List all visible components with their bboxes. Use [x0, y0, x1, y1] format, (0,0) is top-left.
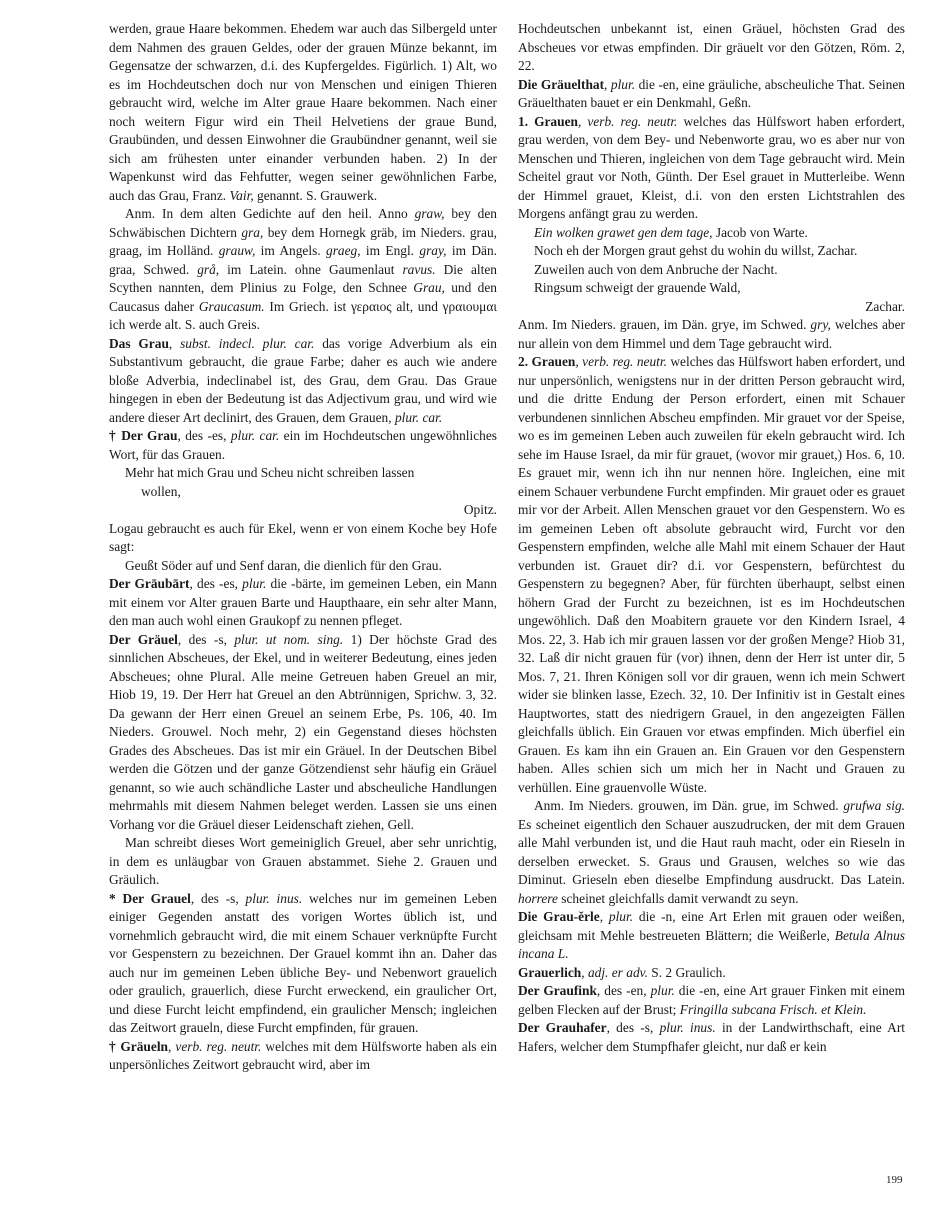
italic-text: plur.	[608, 909, 634, 924]
right-column	[518, 20, 905, 1056]
headword: 1. Grauen	[518, 113, 578, 129]
italic-text: verb. reg. neutr.	[175, 1038, 262, 1054]
text-run: welches das Hülfswort haben erfordert, und nur unpersönlich, wenigstens nur in der dritten Person gebraucht wird, und die dritte Endung der Person erfordert, einen mit Schauer verbundenen sinnlichen Abscheu empfinden. Mir grauet vor der Speise, wo es im gemeinen Leben auch zuweilen für ekeln gebraucht wird. Ich sehe im Hause Israel, da mir für grauet, (wovor mir grauet,) Hos. 6, 10. Es grauet mir, wenn ich ihn nur nennen höre. Ingleichen, eine mit einem Schauer verbundene Furcht empfinden. Mir grauet oder es grauet mir vor der Arbeit. Allen Menschen grauet vor den Gespenstern. Wo es im gemeinen Leben oft absolute gebraucht wird, Furcht vor den Gespenstern empfinden, welche alle Mahl mit einem Schauer der Haut verbunden ist. Grauet dir? d.i. vor Gespenstern, befürchtest du Gespenstern zu begegnen? Aber, für fürchten überhaupt, selbst einen höhern Grad der Furcht zu bezeichnen, ist es im Hochdeutschen ungewöhlich. Daß den Moabitern grauete vor den Kindern Israel, 4 Mos. 22, 3. Hab ich mir grauen lassen vor der großen Menge? Hiob 31, 32. Laß dir nicht grauen für (vor) ihnen, denn der Herr ist unter dir, 5 Mos. 7, 21. Ihren Königen soll vor dir grauen, wenn ich mein Schwert wider sie blinken lasse, Ezech. 32, 10. Der Infinitiv ist in Gestalt eines Hauptwortes, statt des niedrigern Grauel, in den angezeigten Fällen gleichfalls üblich. Ein Grauen vor etwas empfinden. Mich überfiel ein Grauen. Es kam ihn ein Grauen an. Ein Grauen vor den Gespenstern haben. Alles schien sich um mich her in Nacht und Grauen zu verhüllen. Eine grauenvolle Wüste.	[518, 354, 905, 795]
headword: Das Grau	[109, 335, 169, 351]
note-paragraph	[518, 797, 905, 908]
italic-text: grufwa sig.	[843, 798, 905, 813]
entry-paragraph	[109, 335, 497, 428]
text-run: ,	[575, 354, 583, 369]
headword: * Der Grauel	[109, 890, 191, 906]
italic-text: verb. reg. neutr.	[582, 354, 667, 369]
text-run: im Engl.	[360, 243, 420, 258]
text-run: Noch eh der Morgen graut gehst du wohin du willst, Zachar.	[534, 243, 858, 258]
text-run: S. 2 Graulich.	[647, 964, 726, 980]
italic-text: grauw,	[218, 243, 256, 258]
entry-paragraph	[518, 76, 905, 113]
text-run: ,	[599, 909, 609, 924]
text-run: 1) Der höchste Grad des sinnlichen Abscheues, der Ekel, und in weiterer Bedeutung, eines jeden Abscheues; ohne Plural. Alle meine Getreuen haben Greuel an mir, Hiob 19, 19. Der Herr hat Greuel an den Abtrünnigen, Sprichw. 3, 32. Da gewann der Herr einen Greuel an seinem Erbe, Ps. 106, 40. Im Nieders. Grouwel. Noch mehr, 2) ein Gegenstand dieses höchsten Grades des Abscheues. Das ist mir ein Gräuel. In der Deutschen Bibel werden die Götzen und der ganze Götzendienst sehr häufig ein Gräuel genannt, so wie auch schändliche Laster und abscheuliche Handlungen mehrmahls mit diesem Nahmen beleget werden. Lassen sie uns einen Vorhang vor die Gräuel dieser Leidenschaft ziehen, Gell.	[109, 631, 497, 832]
quote-line	[109, 557, 497, 576]
italic-text: plur. car.	[394, 409, 443, 425]
text-run: Im Griech. ist γεραιος alt, und γραιουμαι ich werde alt. S. auch Greis.	[109, 298, 497, 332]
text-run: ,	[577, 113, 588, 129]
italic-text: Graucasum.	[198, 298, 265, 314]
italic-text: verb. reg. neutr.	[587, 113, 678, 129]
text-run: scheinet gleichfalls damit verwandt zu seyn.	[557, 890, 799, 906]
text-run: Geußt Söder auf und Senf daran, die dienlich für den Grau.	[125, 557, 442, 573]
text-run: welches nur im gemeinen Leben einiger Gegenden anstatt des vorigen Wortes üblich ist, und vornehmlich gebraucht wird, die mit einem Schauer verknüpfte Furcht vor Gespenstern zu bezeichnen. Der Grauel kommt ihn an. Daher das auch nur im gemeinen Leben übliche Bey- und Nebenwort grauelich oder graulich, grauerlich, diese Furcht erweckend, ein graulicher Ort, und diese Furcht leicht empfindend, ein graulicher Mensch; ingleichen das Zeitwort graueln, diese Furcht empfinden, für grauen.	[109, 890, 497, 1035]
italic-text: subst. indecl. plur. car.	[180, 335, 315, 351]
entry-paragraph	[109, 631, 497, 835]
text-run: Mehr hat mich Grau und Scheu nicht schreiben lassen	[125, 465, 415, 480]
italic-text: graeg,	[326, 243, 361, 258]
italic-text: gry,	[810, 317, 831, 332]
text-run: , des -es,	[189, 576, 243, 591]
text-run: und den Caucasus daher	[109, 280, 497, 314]
entry-paragraph	[518, 20, 905, 76]
quote-line	[518, 242, 905, 261]
headword: Der Graufink	[518, 983, 597, 998]
italic-text: graw,	[414, 206, 445, 221]
text-run: Ringsum schweigt der grauende Wald,	[534, 280, 741, 295]
headword: † Der Grau	[109, 428, 178, 443]
headword: Der Gräuel	[109, 631, 178, 647]
italic-text: Betula Alnus incana L.	[518, 927, 905, 961]
text-run: , des -s,	[177, 631, 235, 647]
quote-line	[518, 261, 905, 280]
headword: 2. Grauen	[518, 354, 576, 369]
text-run: Anm. Im Nieders. grauen, im Dän. grye, im Schwed.	[518, 317, 811, 332]
entry-paragraph	[109, 427, 497, 464]
italic-text: plur. ut nom. sing.	[234, 631, 344, 647]
headword: Grauerlich	[518, 964, 582, 980]
text-run: , des -en,	[596, 983, 651, 998]
italic-text: plur. inus.	[659, 1020, 716, 1035]
text-run: ,	[581, 964, 588, 980]
text-run: Zachar.	[865, 298, 905, 314]
italic-text: horrere	[518, 890, 558, 906]
text-run: Zuweilen auch von dem Anbruche der Nacht.	[534, 261, 778, 277]
page-number: 199	[886, 1174, 903, 1186]
text-run: Die alten Scythen nannten, dem Plinius zu Folge, den Schnee	[109, 261, 497, 295]
text-run: Es scheinet eigentlich den Schauer auszudrucken, der mit dem Grauen alle Mahl verbunden ist, und die Haut rauh macht, oder ein Rieseln in derselben erwecket. S. Graus und Grausen, welches so wie das Diminut. Grieseln eben dieselbe Empfindung ausdruckt. Das Latein.	[518, 816, 905, 887]
italic-text: gray,	[419, 243, 447, 258]
entry-paragraph	[518, 353, 905, 797]
italic-text: gra,	[241, 224, 264, 240]
italic-text: Grau,	[413, 280, 445, 295]
italic-text: plur. car.	[230, 428, 280, 443]
text-run: welches das Hülfswort haben erfordert, grau werden, von dem Bey- und Nebenworte grau, wo es aber nur von Menschen und Thieren, ingleichen von dem Tage gebraucht wird. Mein Scheitel graut vor Noth, Günth. Der Esel grauet in Mutterleibe. Wenn der Himmel grauet, Kleist, d.i. von den ersten Lichtstrahlen des Morgens anfängt grau zu werden.	[518, 113, 905, 221]
text-run: im Dän. graa, Schwed.	[109, 243, 497, 277]
entry-paragraph	[518, 316, 905, 353]
italic-text: plur. inus.	[245, 890, 303, 906]
headword: Der Grāubārt	[109, 576, 190, 591]
entry-paragraph	[109, 520, 497, 557]
entry-paragraph	[109, 1038, 497, 1075]
text-run: welches aber nur allein von dem Himmel und dem Tage gebraucht wird.	[518, 317, 906, 351]
italic-text: plur.	[242, 576, 267, 591]
text-run: die -en, eine Art grauer Finken mit einem gelben Flecken auf der Brust;	[518, 983, 906, 1017]
italic-text: adj. er adv.	[587, 964, 648, 980]
entry-paragraph	[109, 890, 497, 1038]
entry-paragraph	[109, 20, 497, 205]
entry-paragraph	[518, 1019, 905, 1056]
text-run: Anm. Im Nieders. grouwen, im Dän. grue, im Schwed.	[534, 798, 844, 813]
source-citation	[518, 298, 905, 317]
quote-line-continued	[109, 483, 497, 502]
headword: Der Grauhafer	[518, 1020, 607, 1035]
text-run: Anm. In dem alten Gedichte auf den heil. Anno	[125, 206, 415, 221]
italic-text: Vair,	[229, 187, 254, 203]
italic-text: plur.	[650, 983, 675, 998]
text-run: ein im Hochdeutschen ungewöhnliches Wort, für das Grauen.	[109, 428, 498, 462]
source-citation	[109, 501, 497, 520]
text-run: die -bärte, im gemeinen Leben, ein Mann mit einem vor Alter grauen Barte und Haupthaare, ein sehr alter Mann, den man auch wohl einen Graukopf zu nennen pfleget.	[109, 576, 497, 628]
text-run: Opitz.	[463, 502, 497, 517]
text-run: in der Landwirthschaft, eine Art Hafers, welcher dem Stumpfhafer gleicht, nur daß er kein	[518, 1020, 906, 1054]
headword: Die Grau-ěrle	[518, 909, 600, 924]
note-paragraph	[109, 205, 497, 335]
italic-text: Ein wolken grawet gen dem tage,	[534, 224, 713, 240]
headword: † Gräueln	[109, 1038, 168, 1054]
entry-paragraph	[518, 982, 905, 1019]
italic-text: Fringilla subcana Frisch. et Klein.	[679, 1001, 867, 1017]
text-run: die -en, eine gräuliche, abscheuliche That. Seinen Gräuelthaten bauet er ein Denkmahl, Geßn.	[518, 76, 905, 110]
text-run: Logau gebraucht es auch für Ekel, wenn er von einem Koche bey Hofe sagt:	[109, 520, 497, 554]
text-run: bey dem Hornegk gräb, im Nieders. grau, graag, im Holländ.	[109, 224, 497, 258]
text-run: , des -s,	[190, 890, 246, 906]
text-run: wollen,	[141, 483, 181, 499]
text-run: , des -es,	[177, 428, 231, 443]
text-run: , des -s,	[606, 1020, 660, 1035]
headword: Die Gräuelthat	[518, 76, 605, 92]
text-run: Man schreibt dieses Wort gemeiniglich Greuel, aber sehr unrichtig, in dem es unläugbar von Grauen abstammet. Siehe 2. Grauen und Gräulich.	[109, 835, 497, 887]
text-run: ,	[168, 1038, 176, 1054]
text-run: im Angels.	[255, 243, 326, 258]
entry-paragraph	[518, 964, 905, 983]
italic-text: ravus.	[402, 261, 436, 277]
text-run: ,	[604, 76, 611, 92]
text-run: bey den Schwäbischen Dichtern	[109, 206, 497, 240]
left-column	[109, 20, 497, 1075]
entry-paragraph	[109, 575, 497, 631]
text-run: Hochdeutschen unbekannt ist, einen Gräuel, höchsten Grad des Abscheues vor etwas empfinden. Dir gräuelt vor den Götzen, Röm. 2, 22.	[518, 21, 905, 73]
entry-paragraph	[518, 113, 905, 224]
text-run: das vorige Adverbium als ein Substantivum gebraucht, die graue Farbe; daher es auch wie andere bloße Adverbia, indeclinabel ist, des Grau, dem Grau. Das Graue hingegen in eben der Bedeutung ist das Adjectivum grau, und wird wie andere dieser Art declinirt, des Grauen, dem Grauen,	[109, 335, 497, 425]
text-run: genannt. S. Grauwerk.	[253, 187, 378, 203]
entry-paragraph	[518, 908, 905, 964]
italic-text: grå,	[197, 261, 220, 277]
quote-line	[518, 279, 905, 298]
text-run: welches mit dem Hülfsworte haben als ein unpersönliches Zeitwort gebraucht wird, aber im	[109, 1038, 497, 1072]
text-run: im Latein. ohne Gaumenlaut	[219, 261, 403, 277]
quote-line	[518, 224, 905, 243]
quote-line	[109, 464, 497, 483]
italic-text: plur.	[610, 76, 636, 92]
text-run: die -n, eine Art Erlen mit grauen oder weißen, gleichsam mit Mehle bestreueten Blättern; die Weißerle,	[518, 909, 905, 943]
text-run: Jacob von Warte.	[712, 224, 808, 240]
text-run: werden, graue Haare bekommen. Ehedem war auch das Silbergeld unter dem Nahmen des grauen Geldes, oder der grauen Münze bekannt, im Gegensatze der schwarzen, d.i. des Kupfergeldes. Figürlich. 1) Alt, wo es im Hochdeutschen doch nur von Menschen und einigen Thieren gebraucht wird, welche im Alter graue Haare bekommen. Nach einer noch weitern Figur wird ein Theil Helvetiens der graue Bund, Graubünden, und dessen Einwohner die Graubündner genannt, weil sie sich am frühesten unter einander verbunden haben. 2) In der Wapenkunst wird das Fehfutter, wegen seiner gewöhnlichen Farbe, auch das Grau, Franz.	[109, 21, 497, 203]
text-run: ,	[168, 335, 181, 351]
note-paragraph	[109, 834, 497, 890]
